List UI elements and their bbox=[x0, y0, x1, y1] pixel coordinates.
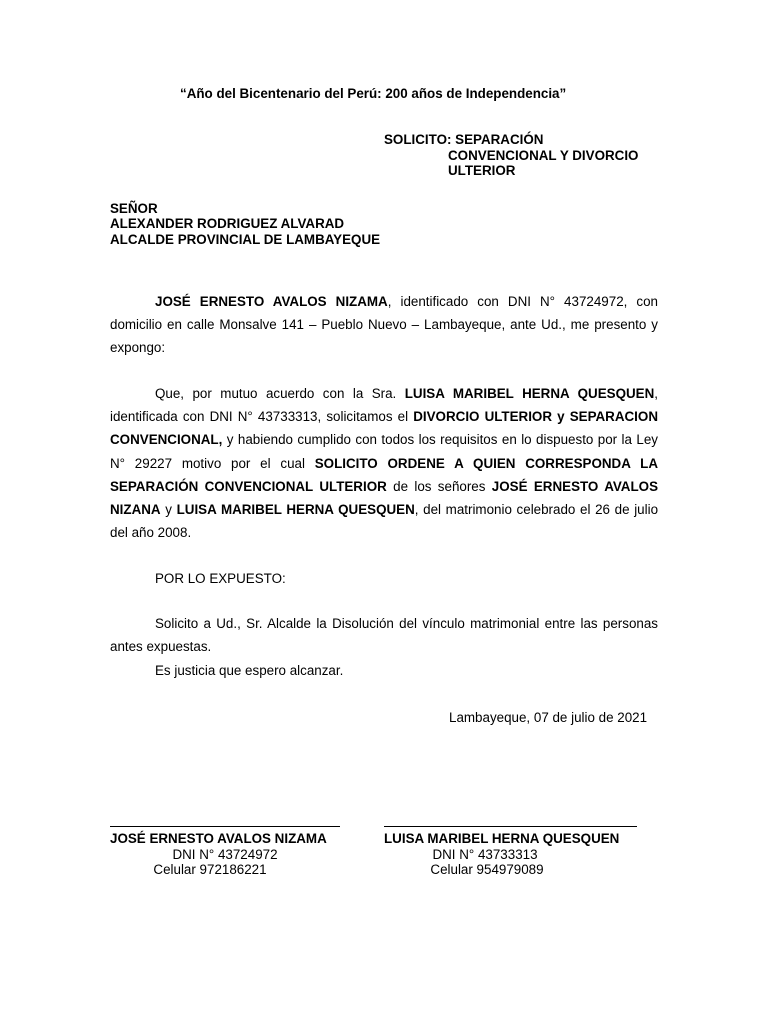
signer-1-dni: DNI N° 43724972 bbox=[172, 847, 278, 862]
signer-2-dni: DNI N° 43733313 bbox=[432, 847, 538, 862]
signer-2-name: LUISA MARIBEL HERNA QUESQUEN bbox=[384, 831, 620, 846]
recipient-salutation: SEÑOR bbox=[110, 201, 158, 216]
body-text-6: , del matrimonio celebrado el 26 de julio del año 2008. bbox=[110, 502, 659, 541]
spouse-name-2: LUISA MARIBEL HERNA QUESQUEN bbox=[176, 502, 415, 518]
place-date: Lambayeque, 07 de julio de 2021 bbox=[449, 710, 648, 725]
subject-line-3: ULTERIOR bbox=[448, 163, 516, 178]
year-motto: “Año del Bicentenario del Perú: 200 años de Independencia” bbox=[180, 86, 567, 101]
signature-line-2 bbox=[384, 826, 637, 827]
signer-1-phone: Celular 972186221 bbox=[153, 862, 267, 877]
intro-paragraph bbox=[110, 290, 658, 360]
body-text-3: y habiendo cumplido con todos los requisitos en lo dispuesto por la Ley N° 29227 motivo por el cual bbox=[110, 432, 658, 471]
request-bold: SOLICITO ORDENE A QUIEN CORRESPONDA LA SEPARACIÓN CONVENCIONAL ULTERIOR bbox=[110, 455, 658, 494]
applicant-name: JOSÉ ERNESTO AVALOS NIZAMA bbox=[155, 294, 388, 309]
request-paragraph bbox=[110, 612, 658, 658]
body-text-2: , identificada con DNI N° 43733313, solicitamos el bbox=[110, 386, 659, 425]
body-text-4: de los señores bbox=[386, 478, 492, 494]
divorce-type: DIVORCIO ULTERIOR y SEPARACION CONVENCIONAL, bbox=[110, 409, 658, 448]
por-lo-expuesto: POR LO EXPUESTO: bbox=[155, 571, 286, 586]
signer-1-name: JOSÉ ERNESTO AVALOS NIZAMA bbox=[110, 831, 327, 846]
subject-line-1: SOLICITO: SEPARACIÓN bbox=[384, 132, 544, 147]
applicant-name-2: JOSÉ ERNESTO AVALOS NIZANA bbox=[110, 478, 658, 518]
request-text: Solicito a Ud., Sr. Alcalde la Disolución del vínculo matrimonial entre las personas antes expuestas. bbox=[110, 616, 658, 655]
subject-line-2: CONVENCIONAL Y DIVORCIO bbox=[448, 148, 639, 163]
spouse-name: LUISA MARIBEL HERNA QUESQUEN bbox=[404, 386, 655, 401]
body-text-1: Que, por mutuo acuerdo con la Sra. bbox=[155, 386, 405, 401]
recipient-title: ALCALDE PROVINCIAL DE LAMBAYEQUE bbox=[110, 232, 381, 247]
body-paragraph bbox=[110, 382, 658, 544]
intro-text: , identificado con DNI N° 43724972, con domicilio en calle Monsalve 141 – Pueblo Nuevo – Lambayeque, ante Ud., me presento y expongo: bbox=[110, 294, 658, 356]
body-text-5: y bbox=[160, 502, 177, 518]
signer-2-phone: Celular 954979089 bbox=[430, 862, 544, 877]
signature-line-1 bbox=[110, 826, 340, 827]
recipient-name: ALEXANDER RODRIGUEZ ALVARAD bbox=[110, 216, 345, 231]
closing-line: Es justicia que espero alcanzar. bbox=[155, 663, 344, 678]
